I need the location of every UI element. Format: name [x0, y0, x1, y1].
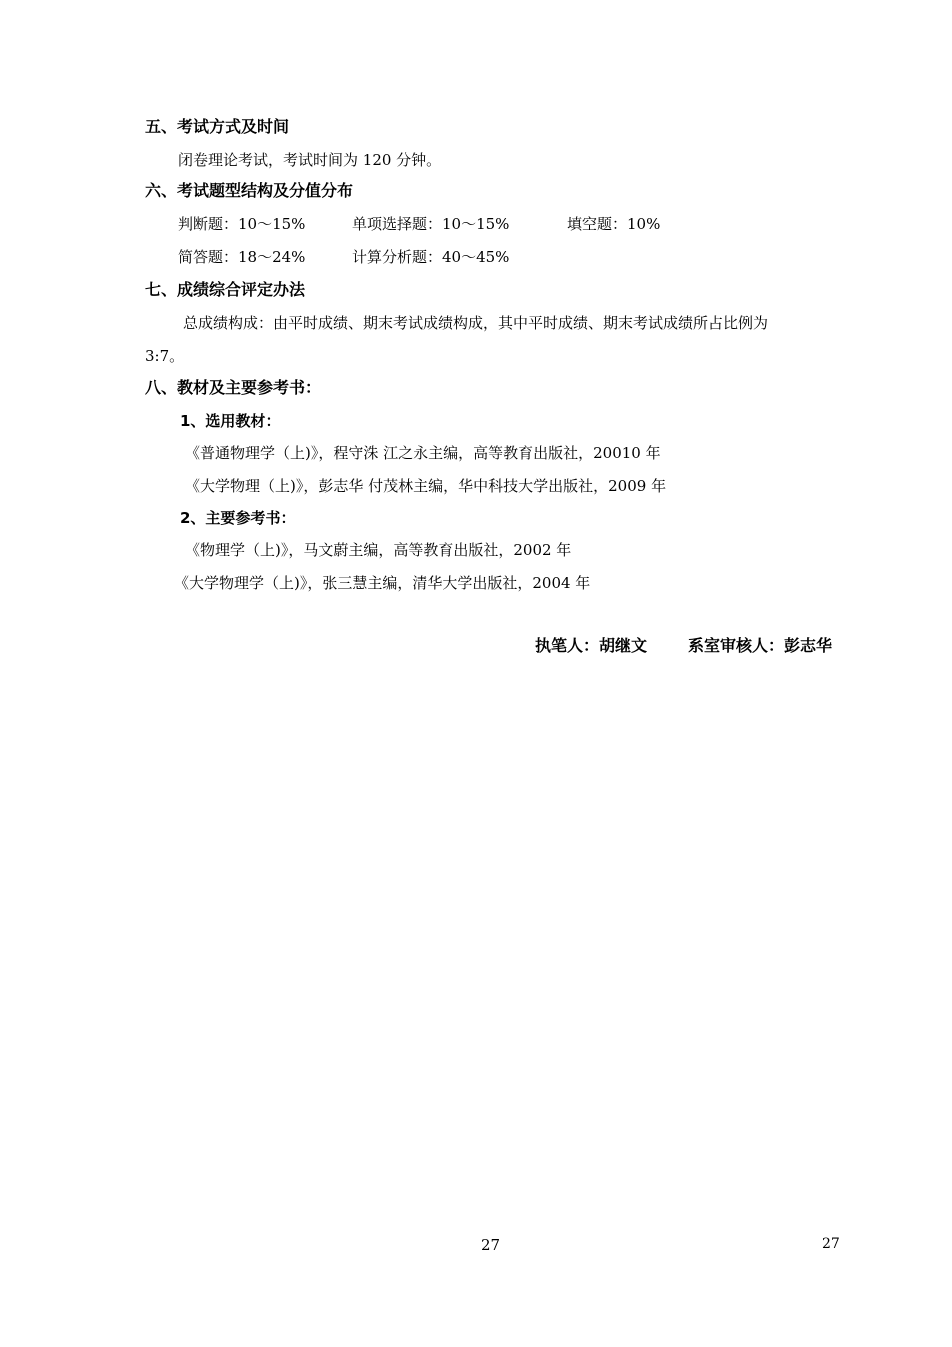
question-type-fill-blank: 填空题：10%: [567, 215, 661, 233]
page-number-center: 27: [481, 1236, 501, 1254]
section-5-body: 闭卷理论考试，考试时间为 120 分钟。: [178, 151, 442, 169]
textbooks-heading: 1、选用教材：: [180, 412, 281, 430]
section-7-line-2: 3:7。: [145, 347, 185, 365]
textbook-item: 《普通物理学（上)》，程守洙 江之永主编，高等教育出版社，20010 年: [185, 444, 661, 462]
section-7-heading: 七、成绩综合评定办法: [145, 280, 306, 299]
author-signature: 执笔人：胡继文: [535, 636, 648, 655]
question-type-single-choice: 单项选择题：10～15%: [352, 215, 510, 233]
question-type-short-answer: 简答题：18～24%: [178, 248, 306, 266]
reviewer-signature: 系室审核人：彭志华: [688, 636, 833, 655]
question-type-true-false: 判断题：10～15%: [178, 215, 306, 233]
textbook-item: 《大学物理（上)》，彭志华 付茂林主编，华中科技大学出版社，2009 年: [185, 477, 667, 495]
section-8-heading: 八、教材及主要参考书：: [145, 378, 322, 397]
page-number-right: 27: [822, 1236, 840, 1252]
question-type-calculation: 计算分析题：40～45%: [352, 248, 510, 266]
references-heading: 2、主要参考书：: [180, 509, 296, 527]
reference-item: 《物理学（上)》，马文蔚主编，高等教育出版社，2002 年: [185, 541, 572, 559]
section-6-heading: 六、考试题型结构及分值分布: [145, 181, 354, 200]
section-7-line-1: 总成绩构成：由平时成绩、期末考试成绩构成，其中平时成绩、期末考试成绩所占比例为: [183, 314, 769, 332]
section-5-heading: 五、考试方式及时间: [145, 117, 290, 136]
reference-item: 《大学物理学（上)》，张三慧主编，清华大学出版社，2004 年: [174, 574, 591, 592]
